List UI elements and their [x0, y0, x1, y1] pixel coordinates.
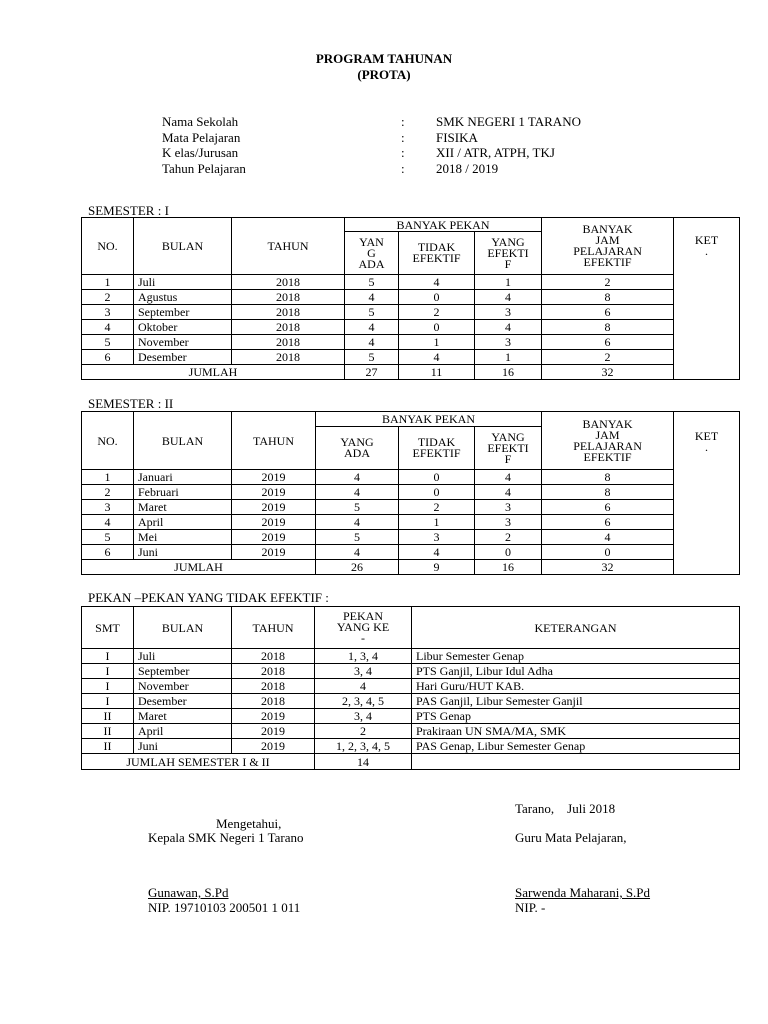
info-label: Mata Pelajaran — [162, 129, 241, 145]
header-line: YANG — [491, 429, 525, 444]
col-header-tahun: TAHUN — [232, 218, 345, 275]
cell-pekan: 3, 4 — [315, 664, 412, 679]
cell-jam: 2 — [542, 275, 674, 290]
total-ada: 26 — [316, 560, 399, 575]
header-line: - — [361, 631, 365, 645]
col-header-bulan: BULAN — [134, 412, 232, 470]
header-line: YAN — [359, 234, 384, 249]
cell-tahun: 2019 — [232, 739, 315, 754]
header-line: JAM — [595, 233, 620, 247]
cell-pekan: 2 — [315, 724, 412, 739]
cell-bulan: Mei — [134, 530, 232, 545]
info-value: XII / ATR, ATPH, TKJ — [436, 145, 555, 160]
col-header-banyak-jam — [542, 412, 674, 470]
cell-tahun: 2018 — [232, 350, 345, 365]
cell-bulan: Juni — [134, 545, 232, 560]
header-line: . — [705, 244, 709, 258]
header-line: G — [367, 245, 376, 260]
cell-smt: II — [82, 739, 134, 754]
info-value: SMK NEGERI 1 TARANO — [436, 114, 581, 129]
cell-pekan: 4 — [315, 679, 412, 694]
col-header-banyak-jam — [542, 218, 674, 275]
cell-tahun: 2019 — [232, 724, 315, 739]
col-header-banyak-pekan: BANYAK PEKAN — [316, 412, 542, 427]
place-date: Tarano, Juli 2018 — [515, 801, 616, 816]
total-row — [82, 365, 740, 380]
header-line: PELAJARAN — [573, 438, 642, 453]
cell-jam: 6 — [542, 335, 674, 350]
cell-efektif: 4 — [475, 320, 542, 335]
cell-efektif: 2 — [475, 530, 542, 545]
principal-title: Kepala SMK Negeri 1 Tarano — [148, 830, 304, 845]
cell-tidak: 4 — [399, 275, 475, 290]
cell-bulan: Juli — [134, 275, 232, 290]
cell-ada: 4 — [345, 290, 399, 305]
document-subtitle: (PROTA) — [357, 67, 411, 82]
semester-2-table — [81, 411, 740, 575]
cell-ada: 4 — [316, 485, 399, 500]
total-label: JUMLAH SEMESTER I & II — [82, 754, 315, 770]
semester-1-table — [81, 217, 740, 380]
header-line: PELAJARAN — [573, 244, 642, 258]
info-label: K elas/Jurusan — [162, 145, 239, 160]
cell-efektif: 3 — [475, 305, 542, 320]
cell-tidak: 0 — [399, 470, 475, 485]
table-row — [82, 485, 740, 500]
cell-tahun: 2018 — [232, 275, 345, 290]
info-sep: : — [401, 114, 405, 129]
cell-tidak: 0 — [399, 290, 475, 305]
header-line: EFEKTIF — [583, 255, 632, 269]
header-line: YANG — [491, 234, 525, 249]
header-line: EFEKTI — [487, 440, 529, 455]
pekan-label: PEKAN –PEKAN YANG TIDAK EFEKTIF : — [88, 590, 329, 605]
cell-bulan: Desember — [134, 350, 232, 365]
cell-tahun: 2018 — [232, 320, 345, 335]
teacher-title: Guru Mata Pelajaran, — [515, 830, 627, 845]
cell-tahun: 2018 — [232, 305, 345, 320]
total-tidak: 9 — [399, 560, 475, 575]
cell-smt: I — [82, 679, 134, 694]
total-empty — [412, 754, 740, 770]
cell-ada: 4 — [345, 320, 399, 335]
total-row — [82, 560, 740, 575]
principal-name: Gunawan, S.Pd — [148, 885, 229, 900]
cell-pekan: 1, 3, 4 — [315, 649, 412, 664]
cell-bulan: Oktober — [134, 320, 232, 335]
table-row — [82, 290, 740, 305]
cell-tahun: 2019 — [232, 515, 316, 530]
cell-ada: 5 — [345, 275, 399, 290]
header-line: TIDAK — [417, 435, 456, 449]
table-row — [82, 515, 740, 530]
col-header-no: NO. — [82, 412, 134, 470]
table-row — [82, 664, 740, 679]
cell-tahun: 2019 — [232, 485, 316, 500]
cell-ada: 5 — [316, 500, 399, 515]
cell-tidak: 0 — [399, 485, 475, 500]
cell-no: 5 — [82, 530, 134, 545]
cell-tidak: 0 — [399, 320, 475, 335]
cell-efektif: 1 — [475, 275, 542, 290]
header-line: YANG KE — [336, 620, 390, 634]
cell-jam: 0 — [542, 545, 674, 560]
total-efektif: 16 — [475, 560, 542, 575]
cell-efektif: 0 — [475, 545, 542, 560]
cell-keterangan: Libur Semester Genap — [412, 649, 740, 664]
cell-jam: 6 — [542, 515, 674, 530]
col-header-bulan: BULAN — [134, 607, 232, 649]
cell-efektif: 1 — [475, 350, 542, 365]
cell-ada: 4 — [316, 515, 399, 530]
info-sep: : — [401, 160, 405, 176]
table-row — [82, 350, 740, 365]
total-label: JUMLAH — [82, 560, 316, 575]
info-label: Nama Sekolah — [162, 114, 239, 129]
cell-bulan: Februari — [134, 485, 232, 500]
col-header-bulan: BULAN — [134, 218, 232, 275]
cell-pekan: 3, 4 — [315, 709, 412, 724]
cell-pekan: 1, 2, 3, 4, 5 — [315, 739, 412, 754]
cell-keterangan: PTS Ganjil, Libur Idul Adha — [412, 664, 740, 679]
cell-efektif: 3 — [475, 500, 542, 515]
total-label: JUMLAH — [82, 365, 345, 380]
header-line: . — [705, 440, 709, 454]
cell-tidak: 1 — [399, 335, 475, 350]
cell-ada: 5 — [345, 350, 399, 365]
cell-jam: 6 — [542, 500, 674, 515]
cell-jam: 8 — [542, 485, 674, 500]
cell-ada: 5 — [345, 305, 399, 320]
header-line: EFEKTIF — [412, 251, 461, 265]
document-title: PROGRAM TAHUNAN — [315, 51, 453, 66]
cell-tidak: 4 — [399, 350, 475, 365]
table-row — [82, 305, 740, 320]
cell-tahun: 2019 — [232, 709, 315, 724]
cell-tidak: 3 — [399, 530, 475, 545]
cell-no: 4 — [82, 320, 134, 335]
cell-no: 2 — [82, 485, 134, 500]
cell-bulan: November — [134, 335, 232, 350]
semester-2-label: SEMESTER : II — [88, 396, 174, 411]
col-header-banyak-pekan: BANYAK PEKAN — [345, 218, 542, 232]
cell-efektif: 4 — [475, 485, 542, 500]
cell-bulan: Maret — [134, 709, 232, 724]
col-header-tidak-efektif — [399, 427, 475, 470]
table-row — [82, 530, 740, 545]
header-line: TIDAK — [417, 240, 456, 254]
table-row — [82, 275, 740, 290]
header-line: YANG — [340, 435, 374, 449]
col-header-no: NO. — [82, 218, 134, 275]
cell-tahun: 2019 — [232, 500, 316, 515]
info-label: Tahun Pelajaran — [162, 160, 246, 176]
header-line: BANYAK — [582, 416, 633, 431]
table-row — [82, 500, 740, 515]
cell-keterangan: PAS Genap, Libur Semester Genap — [412, 739, 740, 754]
cell-no: 3 — [82, 305, 134, 320]
col-header-tahun: TAHUN — [232, 607, 315, 649]
table-row — [82, 470, 740, 485]
cell-jam: 2 — [542, 350, 674, 365]
header-line: KET — [694, 429, 719, 443]
cell-efektif: 3 — [475, 335, 542, 350]
header-line: F — [504, 256, 512, 271]
total-row — [82, 754, 740, 770]
cell-bulan: Maret — [134, 500, 232, 515]
cell-no: 6 — [82, 545, 134, 560]
info-value: 2018 / 2019 — [436, 160, 499, 176]
info-sep: : — [401, 129, 405, 145]
cell-bulan: Januari — [134, 470, 232, 485]
cell-tahun: 2018 — [232, 664, 315, 679]
cell-efektif: 3 — [475, 515, 542, 530]
header-line: JAM — [595, 427, 620, 442]
cell-ada: 4 — [316, 545, 399, 560]
cell-jam: 4 — [542, 530, 674, 545]
pekan-table — [81, 606, 740, 770]
header-line: F — [504, 451, 512, 466]
cell-jam: 8 — [542, 470, 674, 485]
cell-ada: 5 — [316, 530, 399, 545]
cell-ada: 4 — [345, 335, 399, 350]
cell-ada: 4 — [316, 470, 399, 485]
cell-keterangan: PAS Ganjil, Libur Semester Ganjil — [412, 694, 740, 709]
col-header-ket — [674, 218, 740, 380]
cell-keterangan: PTS Genap — [412, 709, 740, 724]
cell-efektif: 4 — [475, 470, 542, 485]
cell-tahun: 2018 — [232, 649, 315, 664]
info-value: FISIKA — [436, 129, 478, 145]
table-row — [82, 679, 740, 694]
cell-smt: II — [82, 724, 134, 739]
cell-no: 1 — [82, 470, 134, 485]
cell-bulan: Juni — [134, 739, 232, 754]
cell-no: 3 — [82, 500, 134, 515]
cell-keterangan: Prakiraan UN SMA/MA, SMK — [412, 724, 740, 739]
total-jam: 32 — [542, 365, 674, 380]
info-sep: : — [401, 145, 405, 160]
info-labels — [162, 114, 402, 176]
cell-smt: II — [82, 709, 134, 724]
cell-bulan: April — [134, 724, 232, 739]
table-row — [82, 709, 740, 724]
table-row — [82, 320, 740, 335]
total-efektif: 16 — [475, 365, 542, 380]
header-line: EFEKTIF — [412, 446, 461, 460]
cell-keterangan: Hari Guru/HUT KAB. — [412, 679, 740, 694]
cell-smt: I — [82, 649, 134, 664]
cell-tahun: 2018 — [232, 335, 345, 350]
header-line: BANYAK — [582, 222, 633, 236]
header-line: EFEKTI — [487, 245, 529, 260]
cell-tahun: 2019 — [232, 545, 316, 560]
col-header-efektif — [475, 427, 542, 470]
cell-bulan: Agustus — [134, 290, 232, 305]
info-values — [436, 114, 696, 176]
cell-tidak: 4 — [399, 545, 475, 560]
cell-smt: I — [82, 664, 134, 679]
table-row — [82, 724, 740, 739]
total-tidak: 11 — [399, 365, 475, 380]
table-row — [82, 545, 740, 560]
col-header-yang-ada — [345, 232, 399, 275]
cell-jam: 6 — [542, 305, 674, 320]
semester-1-label: SEMESTER : I — [88, 203, 169, 218]
total-jam: 32 — [542, 560, 674, 575]
header-line: ADA — [358, 256, 385, 271]
total-ada: 27 — [345, 365, 399, 380]
table-row — [82, 335, 740, 350]
cell-tahun: 2019 — [232, 530, 316, 545]
cell-no: 4 — [82, 515, 134, 530]
cell-efektif: 4 — [475, 290, 542, 305]
col-header-keterangan: KETERANGAN — [412, 607, 740, 649]
table-row — [82, 739, 740, 754]
table-row — [82, 694, 740, 709]
col-header-yang-ada — [316, 427, 399, 470]
col-header-tidak-efektif — [399, 232, 475, 275]
teacher-nip: NIP. - — [515, 900, 546, 915]
cell-smt: I — [82, 694, 134, 709]
header-line: KET — [694, 233, 719, 247]
cell-no: 1 — [82, 275, 134, 290]
cell-no: 2 — [82, 290, 134, 305]
col-header-efektif — [475, 232, 542, 275]
col-header-smt: SMT — [82, 607, 134, 649]
cell-tahun: 2019 — [232, 470, 316, 485]
col-header-pekan-ke — [315, 607, 412, 649]
cell-bulan: September — [134, 305, 232, 320]
info-separators — [401, 114, 421, 176]
cell-pekan: 2, 3, 4, 5 — [315, 694, 412, 709]
cell-tahun: 2018 — [232, 290, 345, 305]
cell-bulan: April — [134, 515, 232, 530]
header-line: PEKAN — [342, 609, 383, 623]
cell-jam: 8 — [542, 290, 674, 305]
cell-tidak: 2 — [399, 500, 475, 515]
cell-tahun: 2018 — [232, 679, 315, 694]
cell-bulan: September — [134, 664, 232, 679]
cell-bulan: Desember — [134, 694, 232, 709]
col-header-tahun: TAHUN — [232, 412, 316, 470]
cell-tidak: 1 — [399, 515, 475, 530]
header-line: EFEKTIF — [583, 449, 632, 464]
total-pekan: 14 — [315, 754, 412, 770]
cell-jam: 8 — [542, 320, 674, 335]
acknowledged-label: Mengetahui, — [216, 816, 282, 831]
teacher-name: Sarwenda Maharani, S.Pd — [515, 885, 651, 900]
principal-nip: NIP. 19710103 200501 1 011 — [148, 900, 301, 915]
cell-no: 5 — [82, 335, 134, 350]
cell-no: 6 — [82, 350, 134, 365]
cell-bulan: November — [134, 679, 232, 694]
cell-bulan: Juli — [134, 649, 232, 664]
table-row — [82, 649, 740, 664]
header-line: ADA — [344, 446, 370, 460]
cell-tahun: 2018 — [232, 694, 315, 709]
col-header-ket — [674, 412, 740, 575]
cell-tidak: 2 — [399, 305, 475, 320]
